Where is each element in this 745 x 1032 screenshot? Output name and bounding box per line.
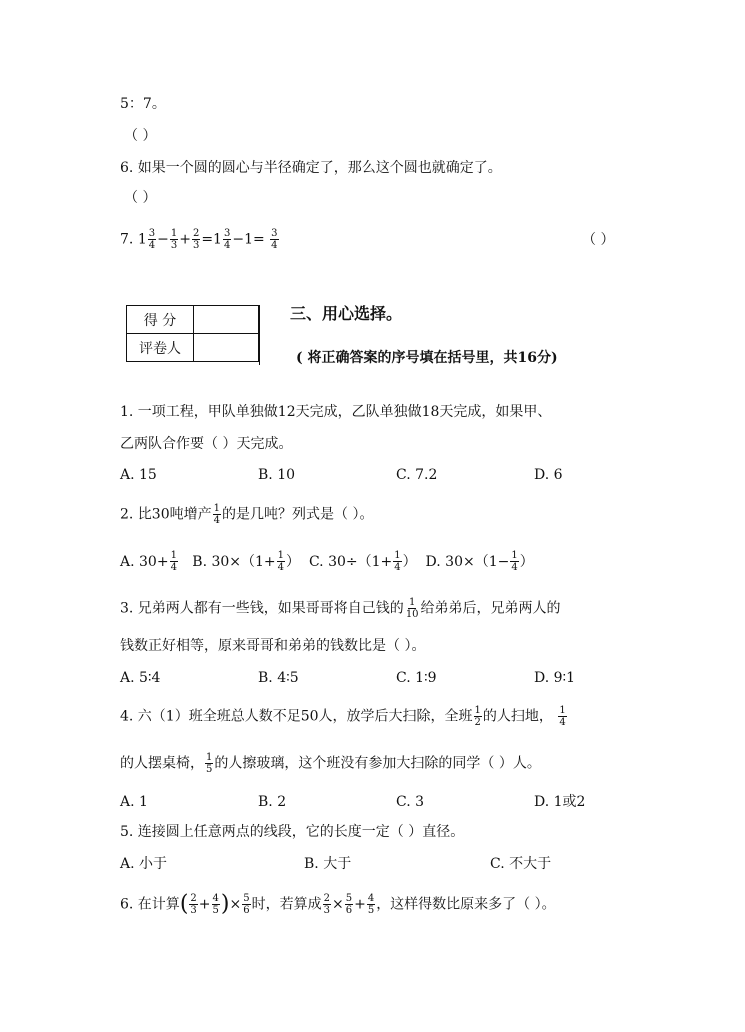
divider-line <box>259 305 260 365</box>
q4-option-c[interactable]: C. 3 <box>396 794 425 810</box>
q1-option-b[interactable]: B. 10 <box>258 467 296 483</box>
q3-option-c[interactable]: C. 1∶9 <box>396 670 437 686</box>
grader-value-cell[interactable] <box>194 334 259 362</box>
q4-line1: 4. 六（1）班全班总人数不足50人，放学后大扫除，全班 $\frac{1}{2}$ 的人扫地， $\frac{1}{4}$ <box>120 705 566 728</box>
q6-fraction-c: $\frac{5}{6}$ <box>243 893 250 916</box>
q5-option-c[interactable]: C. 不大于 <box>490 856 552 872</box>
q3-option-b[interactable]: B. 4∶5 <box>258 670 299 686</box>
q7-fraction-4: $\frac{3}{4}$ <box>223 228 231 251</box>
q7-statement: 7. 1 $\frac{3}{4}$ − $\frac{1}{3}$ + $\frac{2}{3}$ =1 $\frac{3}{4}$ −1= $\frac{3}{4}$ <box>120 228 278 251</box>
q6-fraction-b: $\frac{4}{5}$ <box>212 893 219 916</box>
q6-answer-paren[interactable]: （ ） <box>124 190 157 206</box>
q2-fraction: $\frac{1}{4}$ <box>213 503 220 526</box>
q7-label: 7. <box>120 231 134 248</box>
q4-option-d[interactable]: D. 1或2 <box>534 794 586 810</box>
q5-statement: 5. 连接圆上任意两点的线段，它的长度一定（ ）直径。 <box>120 824 465 840</box>
q6-fraction-a: $\frac{2}{3}$ <box>190 893 197 916</box>
q2-option-c[interactable]: C. 30÷（1+ $\frac{1}{4}$ ） <box>308 550 417 573</box>
q2-statement: 2. 比30吨增产 $\frac{1}{4}$ 的是几吨？列式是（ ）。 <box>120 503 374 526</box>
section-title: 三、用心选择。 <box>290 304 403 323</box>
q1-line2: 乙两队合作要（ ）天完成。 <box>120 436 293 452</box>
q7-answer-paren[interactable]: （ ） <box>582 232 615 248</box>
q4-fraction-1: $\frac{1}{2}$ <box>474 705 481 728</box>
q6-fraction-f: $\frac{4}{5}$ <box>367 893 375 916</box>
q5-option-b[interactable]: B. 大于 <box>304 856 352 872</box>
q3-line2: 钱数正好相等，原来哥哥和弟弟的钱数比是（ ）。 <box>120 638 426 654</box>
score-box <box>126 305 259 362</box>
q6-statement: 6. 在计算( $\frac{2}{3}$ + $\frac{4}{5}$ )× $\frac{5}{6}$ 时，若算成 $\frac{2}{3}$ × $\frac{5}{6}$ + $\frac{4}{5}$ ，这样得数比原来多了（ ）。 <box>120 891 556 917</box>
q5-option-a[interactable]: A. 小于 <box>120 856 168 872</box>
q4-option-b[interactable]: B. 2 <box>258 794 287 810</box>
q4-fraction-3: $\frac{1}{5}$ <box>206 752 213 775</box>
q3-option-a[interactable]: A. 5∶4 <box>120 670 161 686</box>
q7-fraction-1: $\frac{3}{4}$ <box>148 228 156 251</box>
q4-option-a[interactable]: A. 1 <box>120 794 148 810</box>
q6-statement: 6. 如果一个圆的圆心与半径确定了，那么这个圆也就确定了。 <box>120 160 502 176</box>
q7-fraction-5: $\frac{3}{4}$ <box>271 228 278 251</box>
grader-label: 评卷人 <box>127 334 194 362</box>
q2-option-b[interactable]: B. 30×（1+ $\frac{1}{4}$ ） <box>192 550 301 573</box>
q1-line1: 1. 一项工程，甲队单独做12天完成，乙队单独做18天完成，如果甲、 <box>120 404 552 420</box>
q7-whole: 1 <box>137 231 147 248</box>
section-subtitle: ( 将正确答案的序号填在括号里，共16分) <box>296 350 558 366</box>
q3-line1: 3. 兄弟两人都有一些钱，如果哥哥将自己钱的 $\frac{1}{10}$ 给弟弟后，兄弟两人的 <box>120 597 561 620</box>
q6-fraction-d: $\frac{2}{3}$ <box>323 893 330 916</box>
q5-tail: 5：7。 <box>120 96 166 112</box>
q5-answer-paren[interactable]: （ ） <box>124 128 157 144</box>
score-label: 得 分 <box>127 306 194 334</box>
q6-fraction-e: $\frac{5}{6}$ <box>345 893 353 916</box>
q1-option-a[interactable]: A. 15 <box>120 467 157 483</box>
q3-fraction: $\frac{1}{10}$ <box>405 597 419 620</box>
q1-option-c[interactable]: C. 7.2 <box>396 467 438 483</box>
q4-line2: 的人摆桌椅， $\frac{1}{5}$ 的人擦玻璃，这个班没有参加大扫除的同学（ ）人。 <box>120 752 541 775</box>
q7-fraction-2: $\frac{1}{3}$ <box>170 228 178 251</box>
q2-options <box>120 550 534 573</box>
q2-option-a[interactable]: A. 30+ $\frac{1}{4}$ <box>120 550 177 573</box>
q1-option-d[interactable]: D. 6 <box>534 467 563 483</box>
q2-option-d[interactable]: D. 30×（1− $\frac{1}{4}$ ） <box>425 550 534 573</box>
score-value-cell[interactable] <box>194 306 259 334</box>
q7-fraction-3: $\frac{2}{3}$ <box>192 228 200 251</box>
q4-fraction-2: $\frac{1}{4}$ <box>559 705 566 728</box>
q3-option-d[interactable]: D. 9∶1 <box>534 670 576 686</box>
